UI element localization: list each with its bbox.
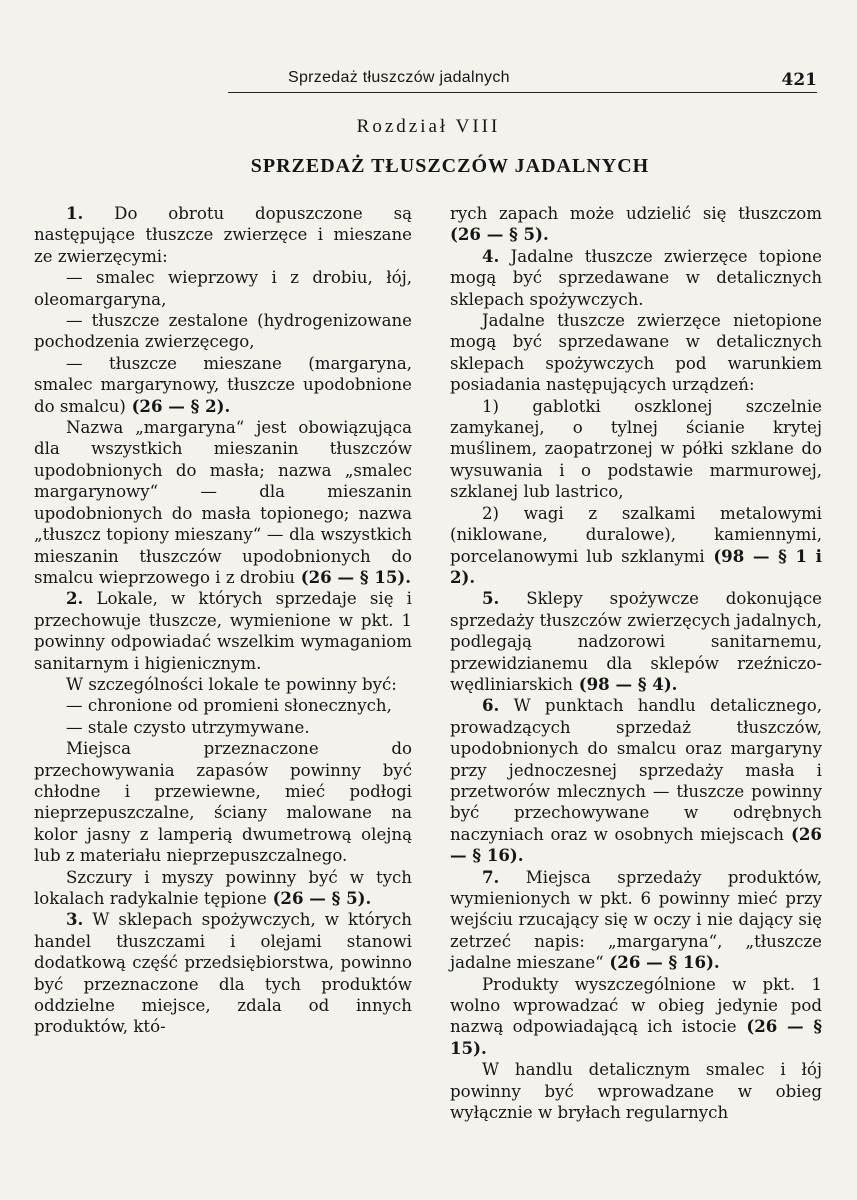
paragraph-text: W handlu detalicznym smalec i łój powinny być wprowadzane w obieg wyłącznie w bryłach regularnych: [450, 1060, 822, 1123]
legal-reference: (26 — § 16).: [450, 823, 822, 866]
paragraph: [450, 974, 822, 1060]
left-column: [34, 203, 412, 1038]
paragraph: [450, 396, 822, 503]
page-number: 421: [781, 70, 817, 90]
paragraph-text: Szczury i myszy powinny być w tych lokalach radykalnie tępione: [34, 867, 412, 908]
paragraph: [34, 738, 412, 866]
paragraph: [450, 588, 822, 695]
paragraph: [34, 267, 412, 310]
paragraph-text: W szczególności lokale te powinny być:: [66, 674, 397, 694]
paragraph-text: Miejsca sprzedaży produktów, wymienionych w pkt. 6 powinny mieć przy wejściu rzucający się w oczy i nie dający się zetrzeć napis: „margaryna“, „tłuszcze jadalne mieszane“: [450, 867, 822, 973]
paragraph: [34, 867, 412, 910]
item-number: 7.: [482, 866, 500, 887]
item-number: 4.: [482, 245, 500, 266]
paragraph-text: — tłuszcze zestalone (hydrogenizowane pochodzenia zwierzęcego,: [34, 311, 412, 352]
chapter-title: SPRZEDAŻ TŁUSZCZÓW JADALNYCH: [250, 155, 650, 177]
paragraph: [450, 695, 822, 866]
legal-reference: (98 — § 4).: [572, 673, 678, 694]
paragraph: [34, 717, 412, 738]
paragraph: [34, 674, 412, 695]
paragraph-text: — smalec wieprzowy i z drobiu, łój, oleomargaryna,: [34, 268, 412, 309]
paragraph: [450, 310, 822, 396]
paragraph-text: Miejsca przeznaczone do przechowywania zapasów powinny być chłodne i przewiewne, mieć podłogi nieprzepuszczalne, ściany malowane na kolor jasny z lamperią dwumetrową olejną lub z materiału nieprzepuszczalnego.: [34, 739, 412, 866]
running-head: [228, 68, 817, 93]
paragraph-text: Lokale, w których sprzedaje się i przechowuje tłuszcze, wymienione w pkt. 1 powinny odpowiadać wszelkim wymaganiom sanitarnym i higienicznym.: [34, 589, 412, 673]
legal-reference: (26 — § 15).: [295, 566, 412, 587]
paragraph-text: — stale czysto utrzymywane.: [66, 717, 310, 737]
item-number: 6.: [482, 695, 500, 716]
paragraph: [34, 909, 412, 1037]
item-number: 3.: [66, 909, 84, 930]
paragraph: [450, 503, 822, 589]
paragraph-text: 2) wagi z szalkami metalowymi (niklowane, duralowe), kamiennymi, porcelanowymi lub szklanymi: [450, 503, 822, 566]
paragraph-text: rych zapach może udzielić się tłuszczom: [450, 204, 822, 223]
chapter-label: Rozdział VIII: [356, 116, 501, 137]
paragraph: [34, 588, 412, 674]
paragraph: [34, 353, 412, 417]
paragraph-text: Do obrotu dopuszczone są następujące tłuszcze zwierzęce i mieszane ze zwierzęcymi:: [34, 204, 412, 266]
paragraph-text: Produkty wyszczególnione w pkt. 1 wolno wprowadzać w obieg jedynie pod nazwą odpowiadającą ich istocie: [450, 974, 822, 1037]
paragraph-text: Sklepy spożywcze dokonujące sprzedaży tłuszczów zwierzęcych jadalnych, podlegają nadzorowi sanitarnemu, przewidzianemu dla sklepów rzeźniczo-wędliniarskich: [450, 589, 822, 694]
paragraph-text: 1) gablotki oszklonej szczelnie zamykanej, o tylnej ścianie krytej muślinem, zaopatrzonej w półki szklane do wysuwania i o podstawie marmurowej, szklanej lub lastrico,: [450, 396, 822, 502]
paragraph-text: — tłuszcze mieszane (margaryna, smalec margarynowy, tłuszcze upodobnione do smalcu): [34, 353, 412, 416]
paragraph-text: Jadalne tłuszcze zwierzęce topione mogą być sprzedawane w detalicznych sklepach spożywczych.: [450, 246, 822, 309]
paragraph: [450, 867, 822, 974]
right-column: [450, 203, 822, 1123]
paragraph: [34, 310, 412, 353]
legal-reference: (26 — § 5).: [266, 888, 372, 908]
paragraph-text: Jadalne tłuszcze zwierzęce nietopione mogą być sprzedawane w detalicznych sklepach spożywczych pod warunkiem posiadania następujących urządzeń:: [450, 311, 822, 395]
paragraph-text: Nazwa „margaryna“ jest obowiązująca dla wszystkich mieszanin tłuszczów upodobnionych do masła; nazwa „smalec margarynowy“ — dla mieszanin upodobnionych do masła topionego; nazwa „tłuszcz topiony mieszany“ — dla wszystkich mieszanin tłuszczów upodobnionych do smalcu wieprzowego i z drobiu: [34, 418, 412, 587]
paragraph: [450, 203, 822, 246]
running-title: Sprzedaż tłuszczów jadalnych: [288, 69, 510, 86]
paragraph-text: W sklepach spożywczych, w których handel tłuszczami i olejami stanowi dodatkową część przedsiębiorstwa, powinno być przeznaczone dla tych produktów oddzielne miejsce, zdala od innych produktów, któ-: [34, 910, 412, 1037]
paragraph: [34, 203, 412, 267]
paragraph: [34, 695, 412, 716]
paragraph: [34, 417, 412, 588]
paragraph: [450, 1059, 822, 1123]
legal-reference: (26 — § 16).: [603, 952, 720, 973]
item-number: 2.: [66, 588, 84, 609]
item-number: 1.: [66, 203, 84, 223]
item-number: 5.: [482, 588, 500, 609]
legal-reference: (26 — § 2).: [125, 395, 231, 416]
legal-reference: (98 — § 1 i 2).: [450, 545, 822, 587]
legal-reference: (26 — § 5).: [450, 224, 549, 245]
paragraph-text: W punktach handlu detalicznego, prowadzących sprzedaż tłuszczów, upodobnionych do smalcu oraz margaryny przy jednoczesnej sprzedaży masła i przetworów mlecznych — tłuszcze powinny być przechowywane w odrębnych naczyniach oraz w osobnych miejscach: [450, 696, 822, 844]
paragraph-text: — chronione od promieni słonecznych,: [66, 696, 392, 716]
paragraph: [450, 246, 822, 310]
legal-reference: (26 — § 15).: [450, 1016, 822, 1058]
